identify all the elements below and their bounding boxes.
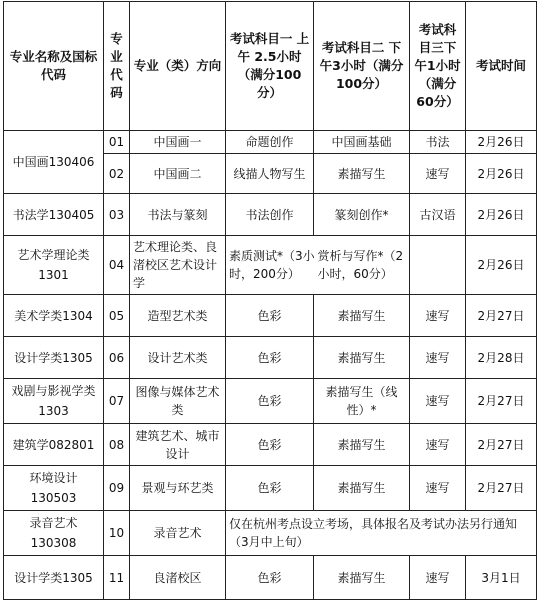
exam2-cell: 素描写生 [314, 154, 410, 194]
time-cell: 2月26日 [466, 194, 537, 236]
exam2-cell: 素描写生 [314, 466, 410, 511]
code-cell: 03 [104, 194, 130, 236]
exam3-cell: 速写 [410, 154, 466, 194]
direction-cell: 录音艺术 [130, 511, 226, 556]
table-row [4, 424, 537, 466]
direction-cell: 艺术理论类、良渚校区艺术设计学 [130, 236, 226, 295]
direction-cell: 图像与媒体艺术类 [130, 379, 226, 424]
table-row [4, 511, 537, 556]
exam1-cell: 色彩 [226, 466, 314, 511]
header-time: 考试时间 [466, 2, 537, 131]
exam3-cell: 速写 [410, 424, 466, 466]
direction-cell: 中国画一 [130, 131, 226, 154]
exam3-cell: 速写 [410, 337, 466, 379]
time-cell: 2月26日 [466, 236, 537, 295]
table-header-row [4, 2, 537, 131]
exam1-cell: 色彩 [226, 556, 314, 600]
exam3-cell: 速写 [410, 556, 466, 600]
direction-cell: 书法与篆刻 [130, 194, 226, 236]
table-row [4, 295, 537, 337]
major-cell: 美术学类1304 [4, 295, 104, 337]
exam1-cell: 书法创作 [226, 194, 314, 236]
major-cell: 录音艺术130308 [4, 511, 104, 556]
direction-cell: 良渚校区 [130, 556, 226, 600]
note-cell: 仅在杭州考点设立考场，具体报名及考试办法另行通知（3月中上旬） [226, 511, 537, 556]
time-cell: 2月27日 [466, 295, 537, 337]
time-cell: 2月27日 [466, 424, 537, 466]
major-cell: 艺术学理论类1301 [4, 236, 104, 295]
code-cell: 02 [104, 154, 130, 194]
exam2-cell: 素描写生 [314, 295, 410, 337]
exam1-cell: 色彩 [226, 379, 314, 424]
table-row [4, 466, 537, 511]
code-cell: 11 [104, 556, 130, 600]
header-exam1: 考试科目一 上午 2.5小时（满分100分） [226, 2, 314, 131]
exam3-cell: 书法 [410, 131, 466, 154]
direction-cell: 中国画二 [130, 154, 226, 194]
code-cell: 08 [104, 424, 130, 466]
major-cell: 设计学类1305 [4, 556, 104, 600]
header-direction: 专业（类）方向 [130, 2, 226, 131]
major-cell: 戏剧与影视学类1303 [4, 379, 104, 424]
exam1-cell: 线描人物写生 [226, 154, 314, 194]
table-row [4, 337, 537, 379]
time-cell: 2月27日 [466, 466, 537, 511]
exam-schedule-table [3, 1, 537, 600]
table-row [4, 556, 537, 600]
exam2-cell: 素描写生 [314, 337, 410, 379]
exam-combined-cell [226, 236, 410, 295]
major-cell: 中国画130406 [4, 131, 104, 194]
table-row [4, 236, 537, 295]
exam3-cell: 速写 [410, 466, 466, 511]
exam2-cell: 中国画基础 [314, 131, 410, 154]
header-major: 专业名称及国标代码 [4, 2, 104, 131]
appreciation-text: 赏析与写作*（2小时，60分） [317, 249, 404, 281]
exam1-cell: 命题创作 [226, 131, 314, 154]
exam2-cell: 篆刻创作* [314, 194, 410, 236]
exam1-cell: 色彩 [226, 424, 314, 466]
exam3-cell [410, 236, 466, 295]
exam1-cell: 色彩 [226, 295, 314, 337]
code-cell: 07 [104, 379, 130, 424]
exam3-cell: 速写 [410, 379, 466, 424]
table-row [4, 131, 537, 154]
exam2-cell: 素描写生 [314, 424, 410, 466]
exam1-cell: 色彩 [226, 337, 314, 379]
code-cell: 01 [104, 131, 130, 154]
exam3-cell: 速写 [410, 295, 466, 337]
table-row [4, 194, 537, 236]
header-exam2: 考试科目二 下午3小时（满分100分） [314, 2, 410, 131]
direction-cell: 景观与环艺类 [130, 466, 226, 511]
time-cell: 2月26日 [466, 154, 537, 194]
time-cell: 2月28日 [466, 337, 537, 379]
header-exam3: 考试科目三下午1小时（满分60分） [410, 2, 466, 131]
code-cell: 05 [104, 295, 130, 337]
exam2-cell: 素描写生（线性）* [314, 379, 410, 424]
quality-test-text: 素质测试*（3小时，200分） [229, 249, 315, 281]
exam3-cell: 古汉语 [410, 194, 466, 236]
code-cell: 04 [104, 236, 130, 295]
time-cell: 3月1日 [466, 556, 537, 600]
header-code: 专业代码 [104, 2, 130, 131]
code-cell: 10 [104, 511, 130, 556]
major-cell: 设计学类1305 [4, 337, 104, 379]
major-cell: 环境设计130503 [4, 466, 104, 511]
direction-cell: 造型艺术类 [130, 295, 226, 337]
direction-cell: 建筑艺术、城市设计 [130, 424, 226, 466]
table-row [4, 379, 537, 424]
exam2-cell: 素描写生 [314, 556, 410, 600]
time-cell: 2月26日 [466, 131, 537, 154]
code-cell: 09 [104, 466, 130, 511]
code-cell: 06 [104, 337, 130, 379]
major-cell: 书法学130405 [4, 194, 104, 236]
time-cell: 2月27日 [466, 379, 537, 424]
direction-cell: 设计艺术类 [130, 337, 226, 379]
major-cell: 建筑学082801 [4, 424, 104, 466]
